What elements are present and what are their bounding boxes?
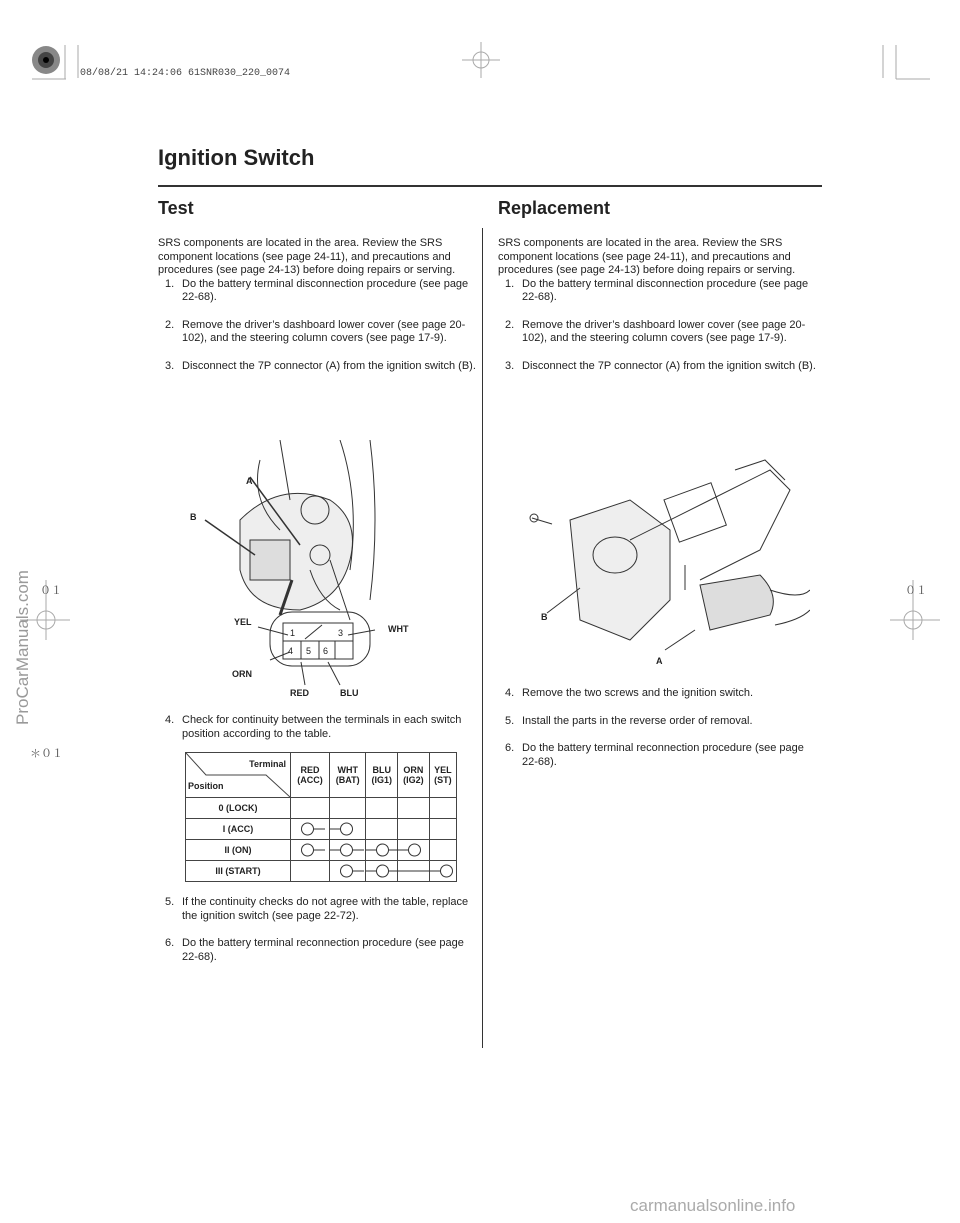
position-label: I (ACC) (186, 819, 291, 840)
test-step-3 (158, 360, 478, 374)
wire-yel: YEL (234, 617, 252, 627)
table-row (186, 798, 457, 819)
srs-notice: SRS components are located in the area. Review the SRS component locations (see page 24-11), and precautions and procedures (see page 24-13) before doing repairs or serving. (498, 237, 796, 276)
col-header (366, 753, 398, 798)
continuity-cell (291, 861, 330, 882)
continuity-cell (291, 798, 330, 819)
continuity-mark (366, 861, 397, 881)
wire: WHT (337, 765, 358, 775)
continuity-cell (291, 819, 330, 840)
continuity-terminal (340, 844, 352, 856)
repl-step-1 (498, 278, 818, 305)
ignition-switch-removal-illustration (520, 440, 810, 670)
pin-6: 6 (323, 646, 329, 656)
continuity-cell (329, 819, 366, 840)
continuity-cell (429, 840, 456, 861)
continuity-terminal (302, 844, 314, 856)
step-text: Remove the driver’s dashboard lower cover (see page 20-102), and the steering column covers (see page 17-9). (522, 318, 806, 344)
position-label: III (START) (186, 861, 291, 882)
margin-mark: ０１ (905, 586, 927, 598)
col-header (429, 753, 456, 798)
step-number: 1. (165, 277, 175, 290)
continuity-cell (398, 840, 430, 861)
table-row (186, 840, 457, 861)
continuity-cell (329, 840, 366, 861)
continuity-terminal (340, 823, 352, 835)
repl-step-2 (498, 319, 818, 346)
continuity-terminal (440, 865, 452, 877)
wire: YEL (434, 765, 452, 775)
continuity-mark (330, 819, 366, 839)
wire-orn: ORN (232, 669, 252, 679)
ignition-switch-connector-illustration (180, 440, 480, 710)
col-header (291, 753, 330, 798)
circuit: (IG1) (371, 775, 393, 785)
table-corner (186, 753, 291, 798)
continuity-cell (366, 840, 398, 861)
continuity-cell (366, 819, 398, 840)
pin-1: 1 (290, 628, 296, 638)
step-number: 4. (505, 687, 515, 699)
step-text: Remove the two screws and the ignition switch. (522, 687, 754, 699)
srs-notice: SRS components are located in the area. Review the SRS component locations (see page 24-11), and precautions and procedures (see page 24-13) before doing repairs or serving. (158, 237, 456, 276)
circuit: (IG2) (403, 775, 424, 785)
step-number: 3. (505, 359, 515, 372)
repl-step-5 (498, 715, 818, 729)
step-text: Do the battery terminal disconnection procedure (see page 22-68). (522, 277, 809, 303)
step-number: 5. (505, 714, 515, 727)
circuit: (BAT) (335, 775, 360, 785)
step-text: Do the battery terminal reconnection procedure (see page 22-68). (182, 937, 464, 963)
step-text: Remove the driver’s dashboard lower cover (see page 20-102), and the steering column covers (see page 17-9). (182, 318, 466, 344)
step-text: Disconnect the 7P connector (A) from the ignition switch (B). (182, 359, 476, 372)
table-row (186, 861, 457, 882)
test-column (158, 237, 478, 387)
callout-a: A (246, 476, 253, 486)
test-step-5 (158, 896, 478, 923)
table-row (186, 819, 457, 840)
step-text: Do the battery terminal reconnection procedure (see page 22-68). (522, 742, 804, 768)
continuity-mark (291, 819, 329, 839)
step-text: Do the battery terminal disconnection procedure (see page 22-68). (182, 277, 469, 303)
callout-b: B (190, 512, 197, 522)
continuity-terminal (409, 844, 421, 856)
step-number: 3. (165, 359, 175, 372)
circuit: (ACC) (297, 775, 323, 785)
step-number: 4. (165, 714, 175, 726)
step-text: Install the parts in the reverse order of removal. (522, 714, 753, 727)
position-label: 0 (LOCK) (186, 798, 291, 819)
wire-blu: BLU (340, 688, 359, 698)
test-step-1 (158, 278, 478, 305)
continuity-terminal (302, 823, 314, 835)
step-text: If the continuity checks do not agree with the table, replace the ignition switch (see page 22-72). (182, 896, 469, 922)
step-text: Check for continuity between the terminals in each switch position according to the table. (182, 714, 462, 740)
column-divider (482, 228, 483, 1048)
step-number: 2. (505, 318, 515, 331)
wire-red: RED (290, 688, 310, 698)
pin-3: 3 (338, 628, 344, 638)
continuity-mark (291, 840, 329, 860)
margin-mark: ＊０１ (30, 749, 63, 761)
wire: BLU (372, 765, 392, 775)
wire-wht: WHT (388, 624, 409, 634)
replacement-column (498, 237, 818, 387)
continuity-cell (329, 861, 366, 882)
wire: ORN (403, 765, 424, 775)
step-number: 6. (165, 937, 175, 949)
title-rule (158, 185, 822, 187)
pin-5: 5 (306, 646, 312, 656)
callout-b: B (541, 612, 548, 622)
continuity-mark (366, 840, 397, 860)
continuity-cell (429, 861, 456, 882)
step-number: 1. (505, 277, 515, 290)
test-step-2 (158, 319, 478, 346)
test-step-4-wrap (158, 714, 478, 755)
wire: RED (300, 765, 320, 775)
continuity-cell (366, 798, 398, 819)
corner-position: Position (188, 781, 224, 791)
callout-a: A (656, 656, 663, 666)
repl-step-3 (498, 360, 818, 374)
continuity-cell (429, 798, 456, 819)
continuity-terminal (340, 865, 352, 877)
position-label: II (ON) (186, 840, 291, 861)
continuity-mark (330, 861, 366, 881)
margin-mark: ０１ (40, 586, 62, 598)
step-number: 5. (165, 896, 175, 908)
continuity-cell (329, 798, 366, 819)
print-stamp: 08/08/21 14:24:06 61SNR030_220_0074 (80, 68, 291, 79)
repl-step-6 (498, 742, 818, 769)
continuity-table (185, 752, 457, 882)
continuity-cell (291, 840, 330, 861)
continuity-mark (430, 861, 456, 881)
replacement-steps-4-6 (498, 687, 818, 783)
test-step-4 (158, 714, 478, 741)
continuity-cell (398, 861, 430, 882)
step-number: 2. (165, 318, 175, 331)
page-title: Ignition Switch (158, 145, 315, 170)
continuity-mark (330, 840, 366, 860)
col-header (398, 753, 430, 798)
continuity-cell (429, 819, 456, 840)
pin-4: 4 (288, 646, 294, 656)
corner-terminal: Terminal (249, 759, 286, 769)
continuity-terminal (377, 865, 389, 877)
continuity-mark (398, 840, 429, 860)
replacement-heading: Replacement (498, 198, 611, 218)
test-step-6 (158, 937, 478, 964)
watermark-side: ProCarManuals.com (13, 570, 32, 725)
watermark-bottom: carmanualsonline.info (630, 1196, 796, 1215)
continuity-terminal (377, 844, 389, 856)
repl-step-4 (498, 687, 818, 701)
continuity-cell (398, 819, 430, 840)
test-steps-5-6 (158, 896, 478, 978)
step-number: 6. (505, 742, 515, 754)
circuit: (ST) (434, 775, 452, 785)
continuity-cell (366, 861, 398, 882)
col-header (329, 753, 366, 798)
continuity-mark (398, 861, 429, 881)
continuity-cell (398, 798, 430, 819)
step-text: Disconnect the 7P connector (A) from the ignition switch (B). (522, 359, 816, 372)
test-heading: Test (158, 198, 194, 218)
